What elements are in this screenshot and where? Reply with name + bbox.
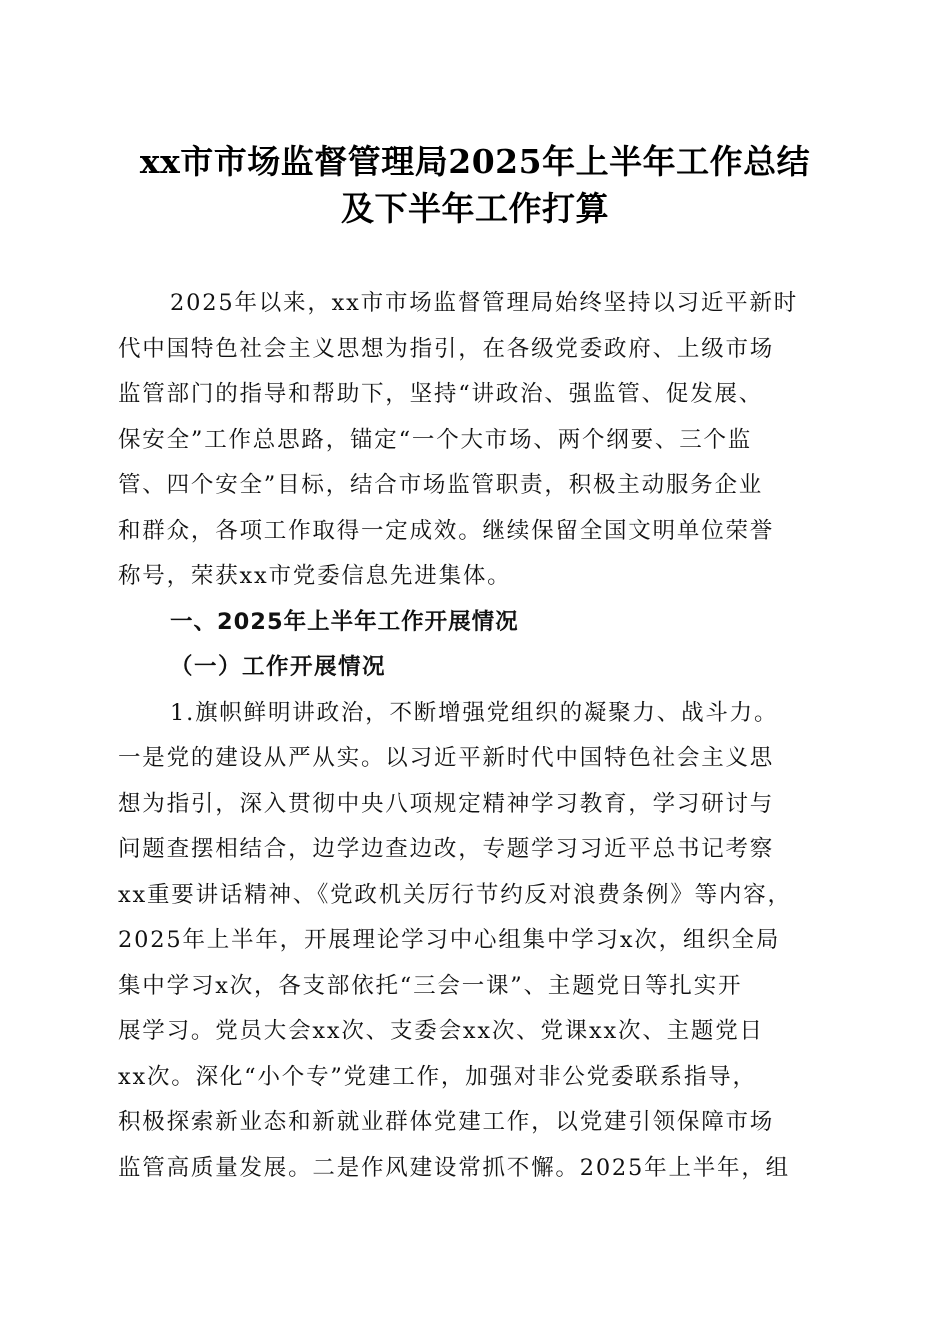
section-line: 展学习。党员大会xx次、支委会xx次、党课xx次、主题党日 <box>118 1018 764 1044</box>
document-body <box>118 281 830 1191</box>
section-line: 集中学习x次，各支部依托“三会一课”、主题党日等扎实开 <box>118 972 743 999</box>
title-line-1: xx市市场监督管理局2025年上半年工作总结 <box>139 142 811 181</box>
intro-line: 代中国特色社会主义思想为指引，在各级党委政府、上级市场 <box>118 335 775 362</box>
section-line: 问题查摆相结合，边学边查边改，专题学习习近平总书记考察 <box>118 836 775 862</box>
section-line: 监管高质量发展。二是作风建设常抓不懈。2025年上半年，组 <box>118 1154 790 1181</box>
intro-line: 监管部门的指导和帮助下，坚持“讲政治、强监管、促发展、 <box>118 381 764 407</box>
section-line: xx次。深化“小个专”党建工作，加强对非公党委联系指导， <box>118 1063 757 1090</box>
title-line-2: 及下半年工作打算 <box>341 189 609 228</box>
section-line: 1.旗帜鲜明讲政治，不断增强党组织的凝聚力、战斗力。 <box>170 699 779 726</box>
intro-line: 2025年以来，xx市市场监督管理局始终坚持以习近平新时 <box>170 290 799 316</box>
section-line: 一是党的建设从严从实。以习近平新时代中国特色社会主义思 <box>118 745 775 771</box>
section-line: 想为指引，深入贯彻中央八项规定精神学习教育，学习研讨与 <box>118 790 775 817</box>
intro-line: 管、四个安全”目标，结合市场监管职责，积极主动服务企业 <box>118 472 764 498</box>
section-heading-1: 一、2025年上半年工作开展情况 <box>170 608 519 635</box>
section-line: 2025年上半年，开展理论学习中心组集中学习x次，组织全局 <box>118 927 781 953</box>
section-line: 积极探索新业态和新就业群体党建工作，以党建引领保障市场 <box>118 1109 775 1135</box>
document-title <box>100 138 850 232</box>
intro-line: 保安全”工作总思路，锚定“一个大市场、两个纲要、三个监 <box>118 426 753 453</box>
section-heading-2: （一）工作开展情况 <box>170 654 387 680</box>
section-line: xx重要讲话精神、《党政机关厉行节约反对浪费条例》等内容， <box>118 881 792 908</box>
intro-line: 称号，荣获xx市党委信息先进集体。 <box>118 563 512 589</box>
intro-line: 和群众，各项工作取得一定成效。继续保留全国文明单位荣誉 <box>118 517 775 544</box>
